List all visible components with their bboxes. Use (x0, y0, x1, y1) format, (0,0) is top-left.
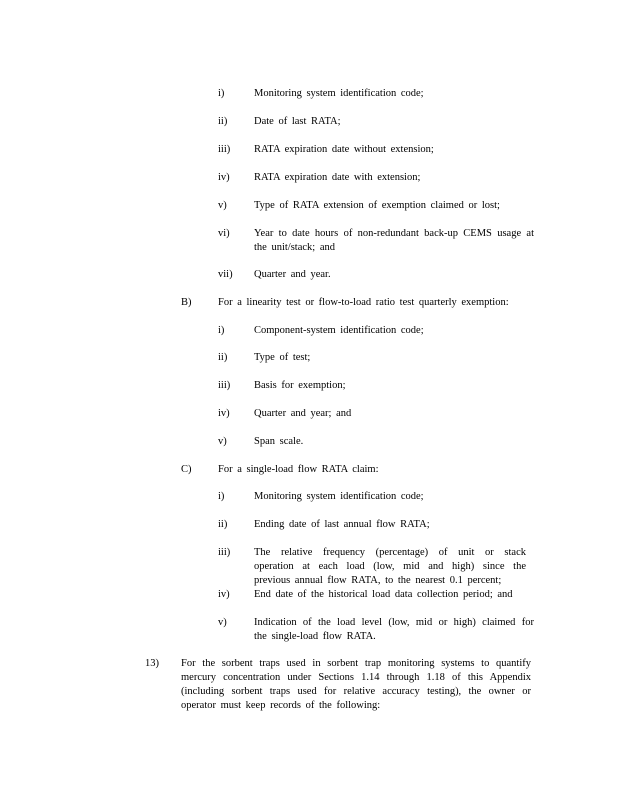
item-marker: i) (218, 491, 225, 502)
item-marker: vi) (218, 228, 230, 239)
item-marker: iv) (218, 408, 230, 419)
item-marker: iii) (218, 380, 231, 391)
item-text: Ending date of last annual flow RATA; (254, 519, 430, 530)
item-marker: v) (218, 617, 227, 628)
item-text: Quarter and year. (254, 269, 331, 280)
item-text: Basis for exemption; (254, 380, 346, 391)
item-text: RATA expiration date without extension; (254, 144, 434, 155)
section-text: For a linearity test or flow-to-load ratio test quarterly exemption: (218, 297, 509, 308)
item-marker: ii) (218, 116, 228, 127)
item-text: The relative frequency (percentage) of unit or stack operation at each load (low, mid and high) since the previous annual flow RATA, to the nearest 0.1 percent; (254, 547, 526, 586)
item-marker: ii) (218, 519, 228, 530)
item-marker: iii) (218, 144, 231, 155)
item-marker: iii) (218, 547, 231, 558)
item-marker: iv) (218, 589, 230, 600)
item-number: 13) (145, 658, 159, 669)
item-text: Quarter and year; and (254, 408, 352, 419)
item-text: End date of the historical load data collection period; and (254, 589, 513, 600)
item-marker: i) (218, 88, 225, 99)
item-text: RATA expiration date with extension; (254, 172, 421, 183)
item-13-text: For the sorbent traps used in sorbent trap monitoring systems to quantify mercury concentration under Sections 1.14 through 1.18 of this Appendix (including sorbent traps used for relative accuracy testing), the owner or operator must keep records of the following: (181, 658, 531, 711)
item-text: Monitoring system identification code; (254, 88, 424, 99)
item-text: Type of RATA extension of exemption claimed or lost; (254, 200, 500, 211)
item-text: Date of last RATA; (254, 116, 341, 127)
item-marker: v) (218, 436, 227, 447)
item-text: Type of test; (254, 352, 311, 363)
section-marker: B) (181, 297, 192, 308)
item-marker: v) (218, 200, 227, 211)
item-marker: i) (218, 325, 225, 336)
item-marker: ii) (218, 352, 228, 363)
item-text: Monitoring system identification code; (254, 491, 424, 502)
section-marker: C) (181, 464, 192, 475)
item-marker: iv) (218, 172, 230, 183)
item-text: Span scale. (254, 436, 304, 447)
item-marker: vii) (218, 269, 233, 280)
item-text: Indication of the load level (low, mid or high) claimed for the single-load flow RATA. (254, 617, 534, 642)
item-text: Component-system identification code; (254, 325, 424, 336)
section-text: For a single-load flow RATA claim: (218, 464, 379, 475)
item-text: Year to date hours of non-redundant back-up CEMS usage at the unit/stack; and (254, 228, 534, 253)
